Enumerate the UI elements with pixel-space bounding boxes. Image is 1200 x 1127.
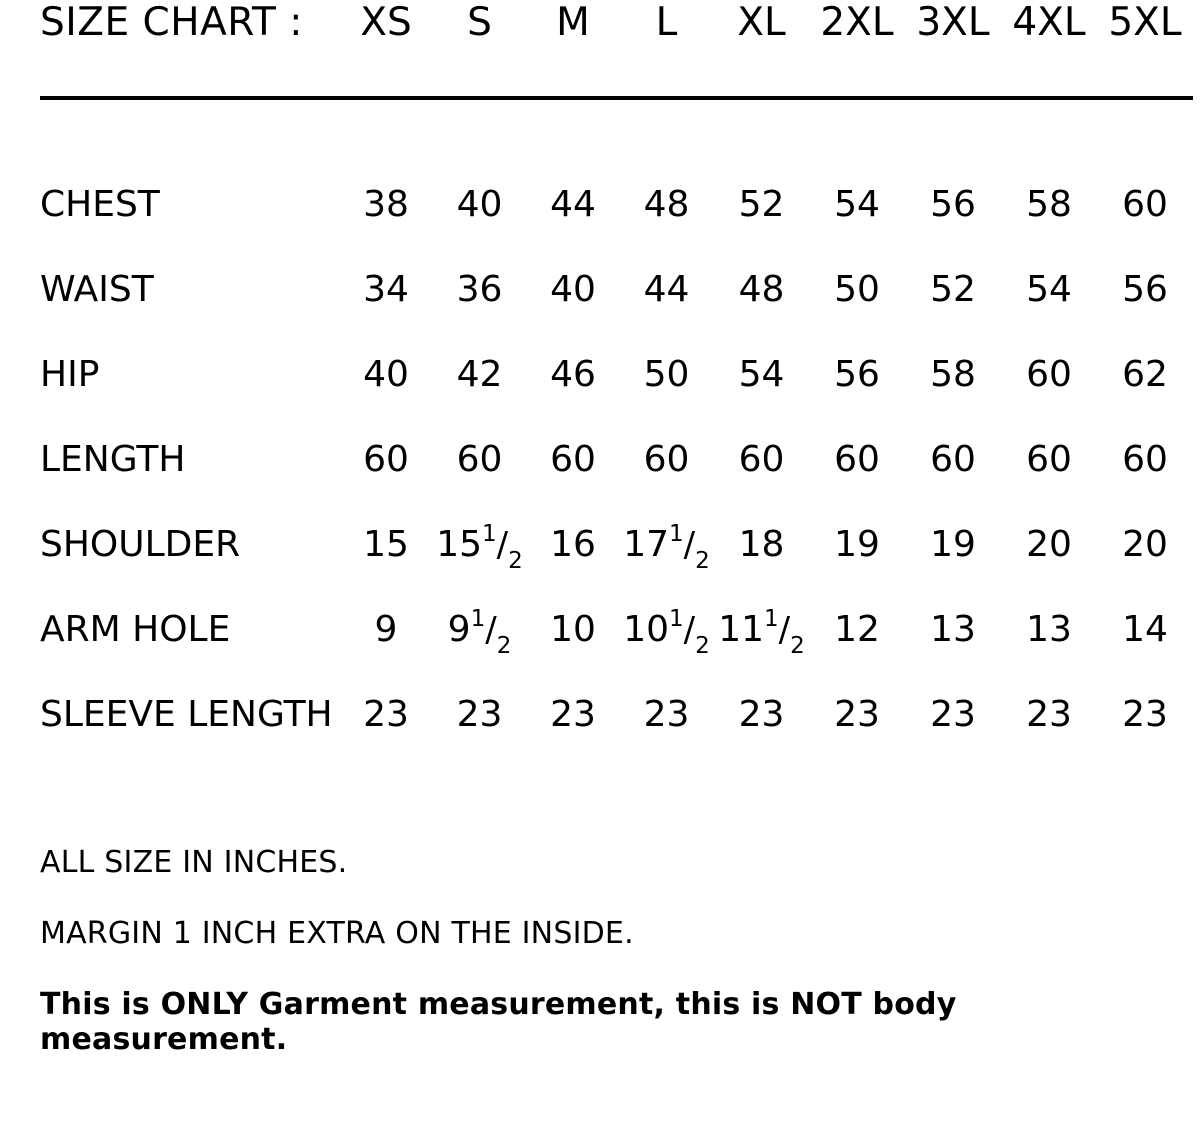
table-row — [40, 269, 1193, 354]
fraction-slash: / — [683, 610, 696, 650]
note-units: ALL SIZE IN INCHES. — [40, 845, 348, 880]
whole-part: 17 — [623, 524, 670, 565]
column-header-5xl: 5XL — [1108, 0, 1182, 45]
cell-4xl: 60 — [1026, 354, 1072, 395]
cell-5xl: 60 — [1122, 184, 1168, 225]
cell-s: 36 — [456, 269, 503, 310]
cell-s — [432, 606, 527, 694]
cell-5xl: 56 — [1122, 269, 1168, 310]
cell-l: 44 — [643, 269, 690, 310]
row-label: LENGTH — [40, 439, 186, 480]
cell-l: 60 — [643, 439, 690, 480]
cell-m: 23 — [550, 694, 596, 735]
fraction-slash: / — [485, 610, 497, 650]
cell-2xl: 23 — [834, 694, 880, 735]
fraction-value — [623, 606, 710, 660]
cell-s: 42 — [456, 354, 503, 395]
column-header-l: L — [655, 0, 678, 45]
cell-m: 44 — [550, 184, 596, 225]
cell-2xl: 56 — [834, 354, 880, 395]
row-label: CHEST — [40, 184, 160, 225]
cell-m: 16 — [550, 524, 596, 565]
cell-s — [432, 521, 527, 609]
numerator: 1 — [669, 521, 684, 547]
row-label: WAIST — [40, 269, 154, 310]
cell-s: 23 — [456, 694, 503, 735]
cell-xs: 15 — [363, 524, 409, 565]
cell-l — [619, 521, 714, 609]
table-row — [40, 354, 1193, 439]
fraction-slash: / — [778, 610, 791, 650]
cell-3xl: 13 — [930, 609, 976, 650]
row-label: HIP — [40, 354, 100, 395]
cell-l: 48 — [643, 184, 690, 225]
size-chart-table — [40, 0, 1193, 779]
cell-5xl: 60 — [1122, 439, 1168, 480]
cell-s: 60 — [456, 439, 503, 480]
column-header-3xl: 3XL — [916, 0, 990, 45]
whole-part: 15 — [436, 524, 483, 565]
divider-cell — [40, 96, 1193, 122]
whole-part: 11 — [718, 609, 765, 650]
header-divider-row — [40, 96, 1193, 122]
cell-xl: 23 — [738, 694, 785, 735]
cell-xl: 60 — [738, 439, 785, 480]
cell-3xl: 60 — [930, 439, 976, 480]
cell-4xl: 58 — [1026, 184, 1072, 225]
cell-3xl: 19 — [930, 524, 976, 565]
table-row — [40, 694, 1193, 779]
cell-m: 10 — [550, 609, 596, 650]
cell-l: 50 — [643, 354, 690, 395]
row-label: ARM HOLE — [40, 609, 231, 650]
cell-2xl: 50 — [834, 269, 880, 310]
cell-3xl: 23 — [930, 694, 976, 735]
table-row — [40, 439, 1193, 524]
fraction-value — [436, 521, 523, 575]
cell-3xl: 52 — [930, 269, 976, 310]
header-divider — [40, 96, 1193, 100]
table-row — [40, 184, 1193, 269]
cell-2xl: 12 — [834, 609, 880, 650]
cell-m: 46 — [550, 354, 596, 395]
cell-l: 23 — [643, 694, 690, 735]
cell-m: 60 — [550, 439, 596, 480]
column-header-m: M — [556, 0, 590, 45]
numerator: 1 — [482, 521, 497, 547]
cell-xs: 9 — [374, 609, 398, 650]
fraction-value — [447, 606, 512, 660]
whole-part: 10 — [623, 609, 670, 650]
numerator: 1 — [669, 606, 684, 632]
cell-5xl: 62 — [1122, 354, 1168, 395]
numerator: 1 — [470, 606, 486, 632]
notes-section — [40, 845, 1160, 1057]
cell-2xl: 60 — [834, 439, 880, 480]
cell-4xl: 54 — [1026, 269, 1072, 310]
header-spacer-row — [40, 122, 1193, 184]
cell-xs: 34 — [363, 269, 409, 310]
denominator: 2 — [695, 633, 710, 660]
row-label: SLEEVE LENGTH — [40, 694, 333, 735]
cell-xl: 18 — [738, 524, 785, 565]
cell-s: 40 — [456, 184, 503, 225]
cell-xs: 23 — [363, 694, 409, 735]
cell-xl: 48 — [738, 269, 785, 310]
cell-4xl: 20 — [1026, 524, 1072, 565]
denominator: 2 — [790, 633, 805, 660]
table-row — [40, 609, 1193, 694]
whole-part: 9 — [447, 609, 471, 650]
cell-xs: 40 — [363, 354, 409, 395]
denominator: 2 — [695, 548, 710, 575]
cell-5xl: 20 — [1122, 524, 1168, 565]
cell-5xl: 14 — [1122, 609, 1168, 650]
header-row — [40, 0, 1193, 96]
cell-xs: 60 — [363, 439, 409, 480]
table-header — [40, 0, 1193, 184]
row-label: SHOULDER — [40, 524, 241, 565]
cell-xs: 38 — [363, 184, 409, 225]
column-header-4xl: 4XL — [1012, 0, 1086, 45]
column-header-2xl: 2XL — [820, 0, 894, 45]
numerator: 1 — [764, 606, 779, 632]
cell-2xl: 19 — [834, 524, 880, 565]
note-margin: MARGIN 1 INCH EXTRA ON THE INSIDE. — [40, 916, 634, 951]
cell-3xl: 58 — [930, 354, 976, 395]
column-header-xs: XS — [360, 0, 412, 45]
cell-xl: 54 — [738, 354, 785, 395]
denominator: 2 — [508, 548, 523, 575]
cell-3xl: 56 — [930, 184, 976, 225]
fraction-value — [718, 606, 805, 660]
table-row — [40, 524, 1193, 609]
fraction-slash: / — [496, 525, 509, 565]
note-disclaimer: This is ONLY Garment measurement, this is NOT body measurement. — [40, 987, 957, 1057]
cell-4xl: 23 — [1026, 694, 1072, 735]
cell-4xl: 13 — [1026, 609, 1072, 650]
cell-4xl: 60 — [1026, 439, 1072, 480]
cell-l — [619, 606, 714, 694]
spacer-cell — [40, 122, 1193, 184]
column-header-s: S — [467, 0, 492, 45]
cell-m: 40 — [550, 269, 596, 310]
cell-xl: 52 — [738, 184, 785, 225]
fraction-slash: / — [683, 525, 696, 565]
cell-2xl: 54 — [834, 184, 880, 225]
table-body — [40, 184, 1193, 779]
page-title: SIZE CHART : — [40, 0, 303, 45]
fraction-value — [623, 521, 710, 575]
cell-5xl: 23 — [1122, 694, 1168, 735]
cell-xl — [714, 606, 809, 694]
column-header-xl: XL — [737, 0, 786, 45]
denominator: 2 — [496, 633, 512, 660]
